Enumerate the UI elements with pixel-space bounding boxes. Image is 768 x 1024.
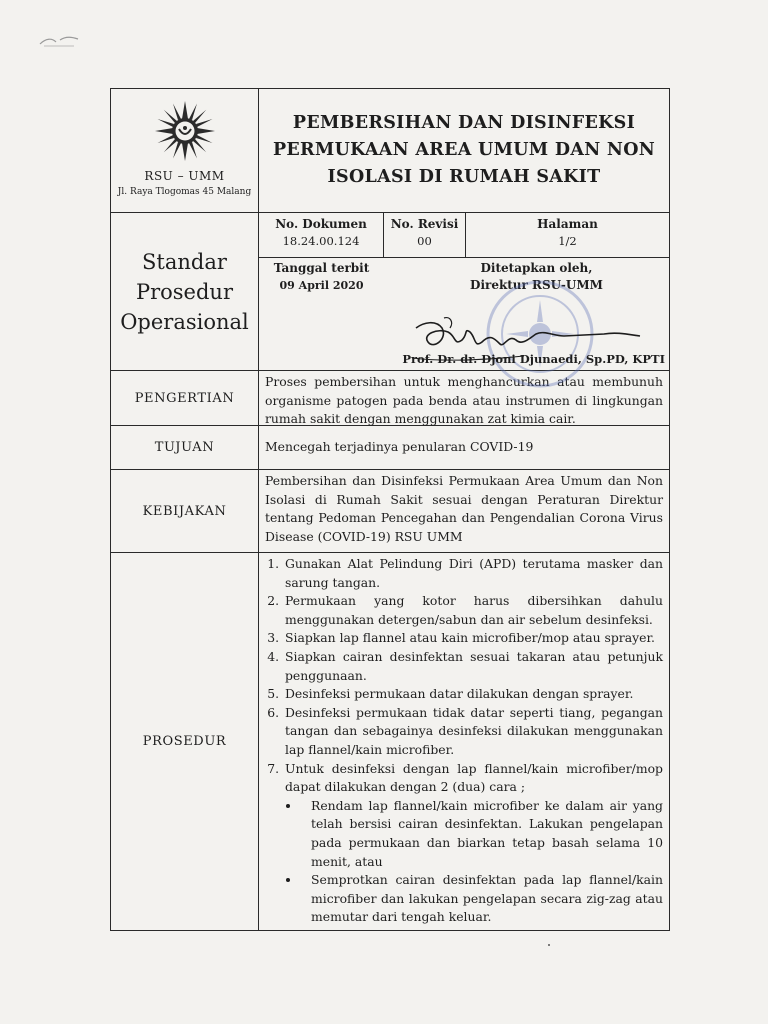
title-line-3: ISOLASI DI RUMAH SAKIT — [327, 167, 601, 187]
issue-date-label: Tanggal terbit — [273, 261, 370, 275]
page-value: 1/2 — [558, 234, 577, 248]
title-line-1: PEMBERSIHAN DAN DISINFEKSI — [292, 113, 636, 133]
scan-speck — [548, 944, 550, 946]
kebijakan-label: KEBIJAKAN — [111, 470, 259, 552]
signer-name: Prof. Dr. dr. Djoni Djunaedi, Sp.PD, KPTI — [402, 352, 665, 366]
procedure-step: 7. Untuk desinfeksi dengan lap flannel/kain microfiber/mop dapat dilakukan dengan 2 (dua) cara ; — [283, 760, 663, 797]
hospital-address: Jl. Raya Tlogomas 45 Malang — [117, 186, 252, 197]
procedure-step: 6. Desinfeksi permukaan tidak datar seperti tiang, pegangan tangan dan sebagainya desinfeksi dilakukan menggunakan lap flannel/kain microfiber. — [283, 704, 663, 760]
tujuan-text-cell — [259, 426, 669, 469]
kebijakan-text: Pembersihan dan Disinfeksi Permukaan Area Umum dan Non Isolasi di Rumah Sakit sesuai dengan Peraturan Direktur tentang Pedoman Pencegahan dan Pengendalian Corona Virus Disease (COVID-19) RSU UMM — [265, 473, 663, 544]
info-bottom-row — [259, 258, 669, 370]
document-info-row — [111, 212, 669, 370]
procedure-step: 4. Siapkan cairan desinfektan sesuai takaran atau petunjuk penggunaan. — [283, 648, 663, 685]
page-label: Halaman — [537, 217, 598, 231]
pengertian-text: Proses pembersihan untuk menghancurkan atau membunuh organisme patogen pada benda atau instrumen di lingkungan rumah sakit dengan menggunakan zat kimia cair. — [265, 374, 663, 427]
procedure-step: 1. Gunakan Alat Pelindung Diri (APD) terutama masker dan sarung tangan. — [283, 555, 663, 592]
sop-document — [110, 88, 670, 931]
procedure-sub-step: • Rendam lap flannel/kain microfiber ke dalam air yang telah bersisi cairan desinfektan. Lakukan pengelapan pada permukaan dan biarkan tetap basah selama 10 menit, atau — [301, 797, 663, 871]
header-row — [111, 89, 669, 212]
sop-label-line-1: Standar — [142, 249, 227, 274]
issue-date-value: 09 April 2020 — [279, 279, 364, 292]
doc-number-cell — [259, 213, 384, 257]
info-top-row — [259, 213, 669, 258]
procedure-step: 5. Desinfeksi permukaan datar dilakukan dengan sprayer. — [283, 685, 663, 704]
issue-date-cell — [259, 258, 384, 370]
document-title — [259, 89, 669, 212]
sop-label-line-2: Prosedur — [135, 279, 233, 304]
title-line-2: PERMUKAAN AREA UMUM DAN NON — [272, 140, 656, 160]
page-cell — [466, 213, 669, 257]
sop-label — [111, 213, 259, 370]
procedure-step: 2. Permukaan yang kotor harus dibersihkan dahulu menggunakan detergen/sabun dan air sebelum desinfeksi. — [283, 592, 663, 629]
revision-label: No. Revisi — [390, 217, 459, 231]
approver-title: Direktur RSU-UMM — [470, 278, 603, 292]
procedure-step: 3. Siapkan lap flannel atau kain microfiber/mop atau sprayer. — [283, 629, 663, 648]
revision-value: 00 — [417, 234, 432, 248]
approved-by-label: Ditetapkan oleh, — [480, 261, 593, 275]
doc-number-label: No. Dokumen — [275, 217, 367, 231]
approval-cell — [384, 258, 669, 370]
doc-number-value: 18.24.00.124 — [282, 234, 360, 248]
pengertian-label: PENGERTIAN — [111, 371, 259, 425]
tujuan-row — [111, 425, 669, 469]
tujuan-label: TUJUAN — [111, 426, 259, 469]
sop-label-line-3: Operasional — [120, 309, 249, 334]
info-grid — [259, 213, 669, 370]
procedure-sub-step: • Semprotkan cairan desinfektan pada lap flannel/kain microfiber dan lakukan pengelapan secara zig-zag atau memutar dari tengah keluar. — [301, 871, 663, 927]
hospital-logo-cell — [111, 89, 259, 212]
pen-scribble-mark — [38, 34, 80, 48]
procedure-steps-list — [265, 555, 663, 797]
muhammadiyah-sun-logo-icon — [153, 99, 217, 163]
kebijakan-row — [111, 469, 669, 552]
prosedur-content — [259, 553, 669, 930]
procedure-sub-steps-list — [265, 797, 663, 927]
prosedur-row — [111, 552, 669, 930]
prosedur-label: PROSEDUR — [111, 553, 259, 930]
tujuan-text: Mencegah terjadinya penularan COVID-19 — [265, 438, 534, 454]
hospital-name: RSU – UMM — [144, 168, 225, 183]
revision-cell — [384, 213, 466, 257]
